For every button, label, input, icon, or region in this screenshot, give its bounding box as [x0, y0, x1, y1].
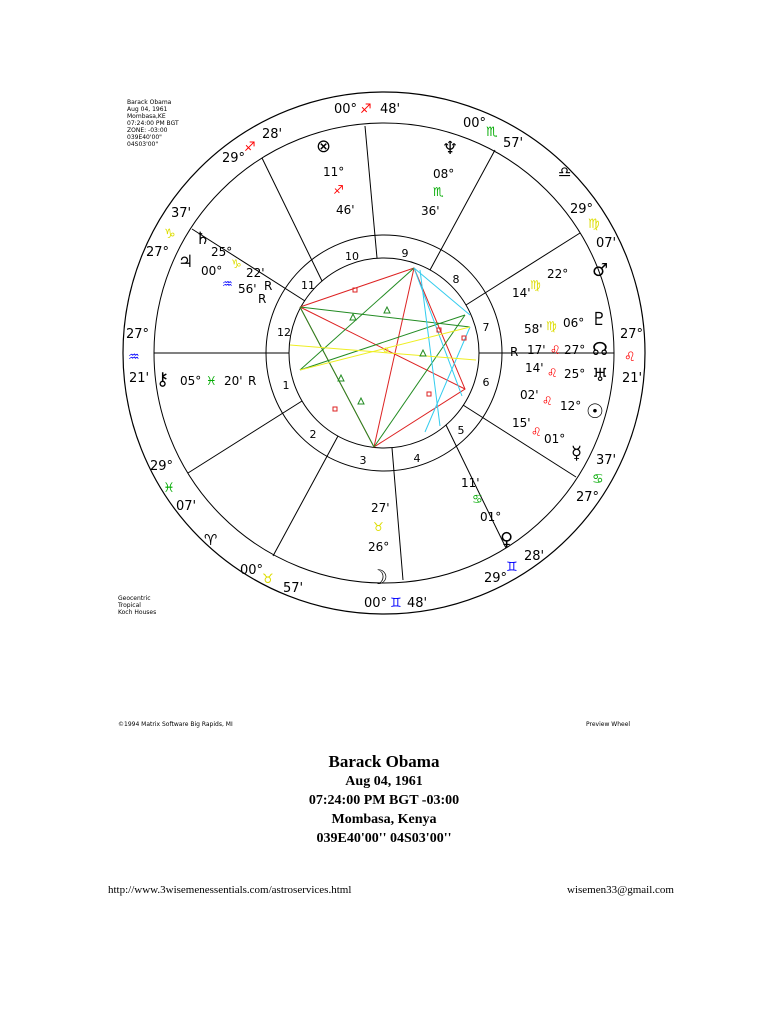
jupiter-min: 56': [238, 282, 257, 296]
cusp-11-min: 28': [262, 127, 283, 142]
cusp-11-deg: 29°: [222, 151, 246, 166]
pisces-chiron-icon: ♓: [206, 374, 217, 388]
sun-deg: 12°: [560, 399, 582, 413]
info-lon: 039E40'00": [127, 134, 162, 141]
moon-min: 27': [371, 501, 390, 515]
mercury-deg: 01°: [544, 432, 566, 446]
birth-time: 07:24:00 PM BGT -03:00: [308, 793, 460, 808]
scorpio-icon: ♏: [486, 125, 498, 140]
scorpio-neptune-icon: ♏: [433, 185, 444, 199]
taurus-moon-icon: ♉: [373, 520, 384, 534]
venus-icon: ♀: [500, 529, 514, 550]
house-number-9: 9: [401, 247, 409, 260]
type-geocentric: Geocentric: [118, 595, 151, 602]
pluto-min: 58': [524, 322, 543, 336]
mercury-icon: ☿: [571, 443, 583, 464]
house-number-8: 8: [452, 273, 460, 286]
house-number-11: 11: [301, 279, 315, 292]
info-name: Barack Obama: [127, 99, 172, 106]
moon-icon: ☽: [370, 565, 388, 589]
leo-icon: ♌: [624, 350, 636, 365]
part-of-fortune-icon: ⊗: [316, 136, 332, 157]
cusp-12-deg: 27°: [146, 245, 170, 260]
cusp-3-deg: 00°: [240, 563, 264, 578]
uranus-min: 14': [525, 361, 544, 375]
jupiter-deg: 00°: [201, 264, 223, 278]
info-zone: ZONE: -03:00: [127, 127, 168, 134]
sun-min: 02': [520, 388, 539, 402]
jupiter-retro: R: [258, 292, 267, 306]
info-time: 07:24:00 PM BGT: [127, 120, 179, 127]
info-date: Aug 04, 1961: [127, 106, 168, 113]
capricorn-icon: ♑: [164, 227, 176, 242]
chiron-min: 20': [224, 374, 243, 388]
house-number-6: 6: [482, 376, 490, 389]
birth-place: Mombasa, Kenya: [331, 812, 437, 827]
house-number-12: 12: [277, 326, 291, 339]
leo-uranus-icon: ♌: [547, 366, 558, 380]
leo-sun-icon: ♌: [542, 394, 553, 408]
pof-min: 46': [336, 203, 355, 217]
mercury-min: 15': [512, 416, 531, 430]
cusp-8-deg: 29°: [570, 202, 594, 217]
aquarius-jupiter-icon: ♒: [222, 277, 233, 291]
virgo-icon: ♍: [588, 217, 600, 232]
cusp-4-deg: 00°: [364, 596, 388, 611]
pof-deg: 11°: [323, 165, 345, 179]
cusp-8-min: 07': [596, 236, 617, 251]
uranus-icon: ♅: [592, 365, 609, 386]
person-name: Barack Obama: [328, 752, 440, 771]
mars-min: 14': [512, 286, 531, 300]
cusp-9-deg: 00°: [463, 116, 487, 131]
info-lat: 04S03'00": [127, 141, 159, 148]
chiron-retro: R: [248, 374, 257, 388]
cancer-venus-icon: ♋: [472, 492, 483, 506]
node-min: 17': [527, 343, 546, 357]
neptune-deg: 08°: [433, 167, 455, 181]
cusp-2-deg: 29°: [150, 459, 174, 474]
sagittarius-icon: ♐: [360, 102, 372, 117]
cusp-12-min: 37': [171, 206, 192, 221]
north-node-icon: ☊: [592, 339, 608, 360]
house-number-10: 10: [345, 250, 359, 263]
sun-icon: ☉: [586, 399, 604, 423]
house-number-3: 3: [359, 454, 367, 467]
cusp-9-min: 57': [503, 136, 524, 151]
uranus-deg: 25°: [564, 367, 586, 381]
cusp-7-deg: 27°: [620, 327, 644, 342]
type-houses: Koch Houses: [118, 609, 157, 616]
neptune-icon: ♆: [442, 138, 459, 159]
website-link[interactable]: http://www.3wisemenessentials.com/astroservices.html: [108, 884, 352, 896]
cusp-1-deg: 27°: [126, 327, 150, 342]
neptune-min: 36': [421, 204, 440, 218]
pisces-icon: ♓: [163, 481, 175, 496]
wheel-label: Preview Wheel: [586, 721, 631, 728]
info-place: Mombasa,KE: [127, 113, 166, 120]
pluto-icon: ♇: [591, 309, 608, 330]
venus-deg: 01°: [480, 510, 502, 524]
cusp-7-min: 21': [622, 371, 643, 386]
cusp-10-min: 48': [380, 102, 401, 117]
house-number-5: 5: [457, 424, 465, 437]
taurus-icon: ♉: [262, 572, 274, 587]
libra-icon: ♎: [558, 163, 572, 181]
gemini-icon: ♊: [390, 596, 402, 611]
venus-min: 11': [461, 476, 480, 490]
mars-deg: 22°: [547, 267, 569, 281]
leo-mercury-icon: ♌: [531, 425, 542, 439]
saturn-min: 22': [246, 266, 265, 280]
saturn-deg: 25°: [211, 245, 233, 259]
saturn-icon: ♄: [195, 229, 211, 249]
capricorn-saturn-icon: ♑: [231, 257, 242, 271]
chiron-icon: ⚷: [156, 369, 170, 390]
sagittarius-pof-icon: ♐: [333, 183, 344, 197]
house-number-1: 1: [282, 379, 290, 392]
house-number-7: 7: [482, 321, 490, 334]
cusp-2-min: 07': [176, 499, 197, 514]
cusp-5-deg: 29°: [484, 571, 508, 586]
jupiter-icon: ♃: [178, 252, 194, 272]
aquarius-icon: ♒: [128, 350, 140, 365]
cusp-4-min: 48': [407, 596, 428, 611]
gemini-cusp5-icon: ♊: [506, 560, 518, 575]
cusp-6-deg: 27°: [576, 490, 600, 505]
chiron-deg: 05°: [180, 374, 202, 388]
pluto-deg: 06°: [563, 316, 585, 330]
virgo-pluto-icon: ♍: [546, 319, 557, 333]
aspect-lines: [290, 268, 476, 447]
mars-icon: ♂: [592, 260, 609, 281]
copyright: ©1994 Matrix Software Big Rapids, MI: [118, 721, 233, 728]
house-number-4: 4: [413, 452, 421, 465]
cancer-icon: ♋: [592, 472, 604, 487]
birth-date: Aug 04, 1961: [345, 774, 423, 789]
node-deg: 27°: [564, 343, 586, 357]
email-link[interactable]: wisemen33@gmail.com: [567, 884, 674, 896]
cusp-3-min: 57': [283, 581, 304, 596]
aries-icon: ♈: [204, 531, 218, 549]
cusp-5-min: 28': [524, 549, 545, 564]
type-tropical: Tropical: [118, 602, 141, 609]
saturn-retro: R: [264, 279, 273, 293]
birth-coordinates: 039E40'00'' 04S03'00'': [316, 831, 452, 846]
node-retro: R: [510, 345, 519, 359]
aspect-glyphs: [333, 288, 466, 411]
cusp-1-min: 21': [129, 371, 150, 386]
cusp-10-deg: 00°: [334, 102, 358, 117]
sagittarius-cusp11-icon: ♐: [244, 140, 256, 155]
leo-node-icon: ♌: [550, 343, 561, 357]
virgo-mars-icon: ♍: [530, 278, 541, 292]
house-number-2: 2: [309, 428, 317, 441]
cusp-6-min: 37': [596, 453, 617, 468]
moon-deg: 26°: [368, 540, 390, 554]
